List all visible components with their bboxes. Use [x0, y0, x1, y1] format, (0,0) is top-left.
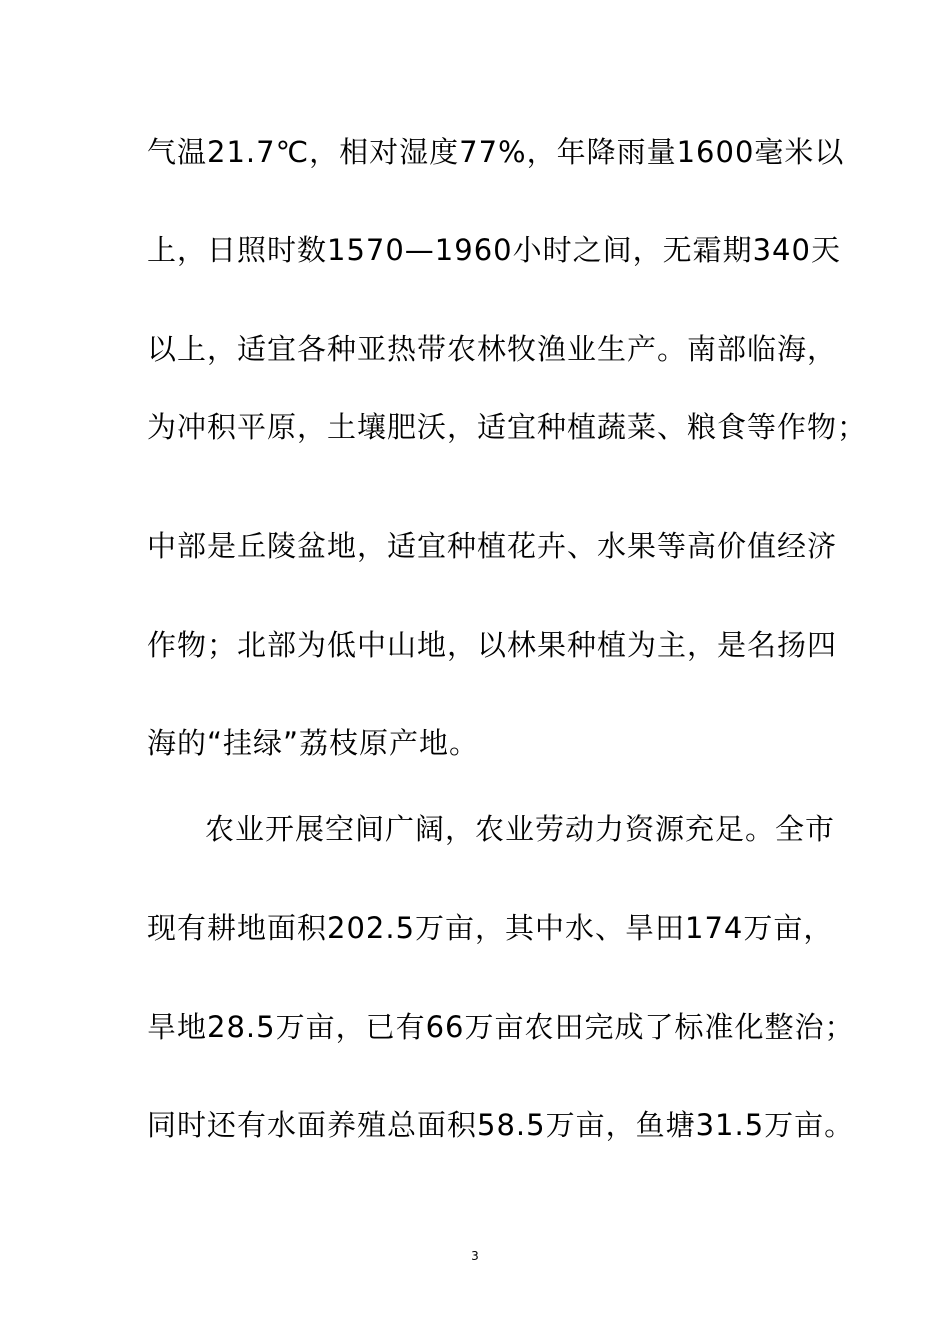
body-text-line: 为冲积平原，土壤肥沃，适宜种植蔬菜、粮食等作物；: [147, 410, 868, 444]
body-text-line: 现有耕地面积202.5万亩，其中水、旱田174万亩，: [147, 911, 834, 945]
page-number: 3: [471, 1249, 479, 1263]
body-text-line: 气温21.7℃，相对湿度77%，年降雨量1600毫米以: [147, 135, 845, 169]
body-text-line: 以上，适宜各种亚热带农林牧渔业生产。南部临海，: [147, 332, 838, 366]
paragraph-first-line: 农业开展空间广阔，农业劳动力资源充足。全市: [205, 812, 836, 846]
body-text-line: 上，日照时数1570—1960小时之间，无霜期340天: [147, 233, 841, 267]
body-text-line: 海的“挂绿”荔枝原产地。: [147, 726, 480, 760]
body-text-line: 同时还有水面养殖总面积58.5万亩，鱼塘31.5万亩。: [147, 1108, 855, 1142]
body-text-line: 旱地28.5万亩，已有66万亩农田完成了标准化整治；: [147, 1010, 855, 1044]
body-text-line: 作物；北部为低中山地，以林果种植为主，是名扬四: [147, 628, 838, 662]
body-text-line: 中部是丘陵盆地，适宜种植花卉、水果等高价值经济: [147, 529, 838, 563]
